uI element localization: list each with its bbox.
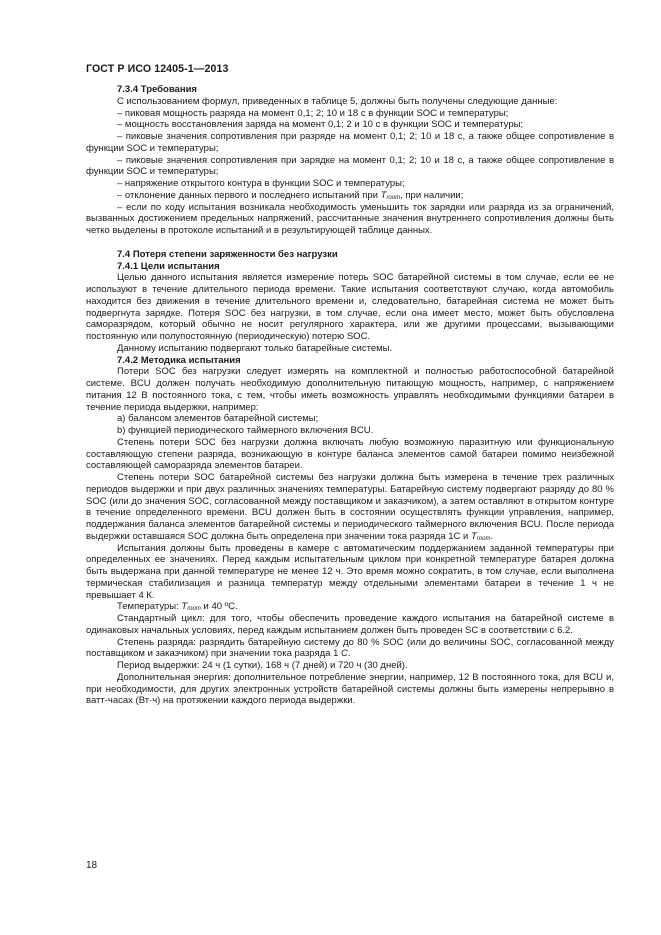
list-item: – если по ходу испытания возникала необходимость уменьшить ток зарядки или разряда из за ограничений, вызванных достижением предельных напряжений, рассчитанные значения внутреннего сопротивления должны быть четко выделены в протоколе испытаний и в результирующей таблице данных. xyxy=(86,201,614,236)
list-item: – отклонение данных первого и последнего испытаний при $T_{room}$, при наличии; xyxy=(117,189,464,201)
paragraph: С использованием формул, приведенных в таблице 5, должны быть получены следующие данные: xyxy=(117,95,558,107)
list-item: – мощность восстановления заряда на момент 0,1; 2 и 10 с в функции SOC и температуры; xyxy=(117,119,524,131)
document-body xyxy=(86,84,614,707)
t-room-symbol: $T_{room}$ xyxy=(181,601,201,613)
list-item: – пиковые значения сопротивления при разряде на момент 0,1; 2; 10 и 18 с, а также общее сопротивление в функции SOC и температуры; xyxy=(86,131,614,154)
paragraph: Степень разряда: разрядить батарейную систему до 80 % SOC (или до величины SOC, согласованной между поставщиком и заказчиком) при значении тока разряда 1 C. xyxy=(86,636,614,660)
paragraph: Данному испытанию подвергают только батарейные системы. xyxy=(117,342,393,354)
paragraph: Температуры: $T_{room}$ и 40 ºС. xyxy=(117,601,238,613)
section-heading-7-3-4: 7.3.4 Требования xyxy=(117,84,197,95)
t-room-symbol: $T_{room}$ xyxy=(380,189,401,201)
paragraph: Целью данного испытания является измерение потерь SOC батарейной системы в том случае, если ее не используют в течение длительного периода времени. Такие испытания соответствуют случаю, когда автомобиль находится без движения в течение длительного времени и, следовательно, батарейная система не может быть подвергнута зарядке. Потеря SOC без нагрузки, в том случае, если она имеет место, может быть обусловлена саморазрядом, который обычно не носит регулярного характера, или же другими процессами, вызывающими постоянную или полупостоянную (периодическую) потерю SOC. xyxy=(86,272,614,342)
page-number: 18 xyxy=(86,860,98,871)
list-item: – пиковая мощность разряда на момент 0,1; 2; 10 и 18 с в функции SOC и температуры; xyxy=(117,107,509,119)
list-item: – пиковые значения сопротивления при зарядке на момент 0,1; 2; 10 и 18 с, а также общее сопротивление в функции SOC и температуры; xyxy=(86,154,614,178)
section-heading-7-4-2: 7.4.2 Методика испытания xyxy=(117,354,241,366)
paragraph: Испытания должны быть проведены в камере с автоматическим поддержанием заданной температуры при определенных ее значениях. Перед каждым испытательным циклом при конкретной температуре батарея должна быть выдержана при данной температуре не менее 12 ч. Это время можно сократить, в том случае, если выполнена термическая стабилизация и разница температур между отдельными элементами батареи в течение 1 ч не превышает 4 К. xyxy=(86,542,614,601)
list-item: – напряжение открытого контура в функции SOC и температуры; xyxy=(117,178,405,189)
section-heading-7-4: 7.4 Потеря степени заряженности без нагрузки xyxy=(117,248,338,260)
paragraph: Дополнительная энергия: дополнительное потребление энергии, например, 12 В постоянного тока, для BCU и, при необходимости, для других электронных устройств батарейной системы должны быть измерены непрерывно в ватт-часах (Вт·ч) на протяжении каждого периода выдержки. xyxy=(86,671,614,707)
document-code-header: ГОСТ Р ИСО 12405-1—2013 xyxy=(86,63,229,75)
list-item: b) функцией периодического таймерного включения BCU. xyxy=(117,425,374,436)
paragraph: Степень потери SOC батарейной системы без нагрузки должна быть измерена в течение трех различных периодов выдержки и при двух различных значениях температуры. Батарейную систему подвергают разряду до 80 % SOC (или до значения SOC, согласованной между поставщиком и заказчиком), а затем оставляют в открытом контуре в течение определенного времени. BCU должен быть в состоянии осуществлять функции управления, например, поддержания баланса элементов батарейной системы и периодического таймерного включения BCU. После периода выдержки оставшаяся SOC должна быть определена при значении тока разряда 1C и $T_{room}$. xyxy=(86,472,614,542)
paragraph: Степень потери SOC без нагрузки должна включать любую возможную паразитную или функциональную составляющую степени разряда, возникающую в контуре баланса элементов самой батареи помимо неизбежной составляющей саморазряда элементов батареи. xyxy=(86,436,614,472)
list-item: а) балансом элементов батарейной системы; xyxy=(117,413,319,425)
paragraph: Потери SOC без нагрузки следует измерять на комплектной и полностью работоспособной батарейной системе. BCU должен получать необходимую дополнительную питающую мощность, например, с напряжением питания 12 В постоянного тока, с тем, чтобы иметь возможность управлять необходимыми функциями батареи в течение периода выдержки, например: xyxy=(86,366,614,413)
t-room-symbol: $T_{room}$ xyxy=(470,530,491,542)
section-heading-7-4-1: 7.4.1 Цели испытания xyxy=(117,260,220,272)
paragraph: Период выдержки: 24 ч (1 сутки), 168 ч (7 дней) и 720 ч (30 дней). xyxy=(117,660,408,671)
spacer xyxy=(86,237,614,249)
paragraph: Стандартный цикл: для того, чтобы обеспечить проведение каждого испытания на батарейной системе в одинаковых начальных условиях, перед каждым испытанием должен быть проведен SC в соответствии с 6.2. xyxy=(86,613,614,636)
